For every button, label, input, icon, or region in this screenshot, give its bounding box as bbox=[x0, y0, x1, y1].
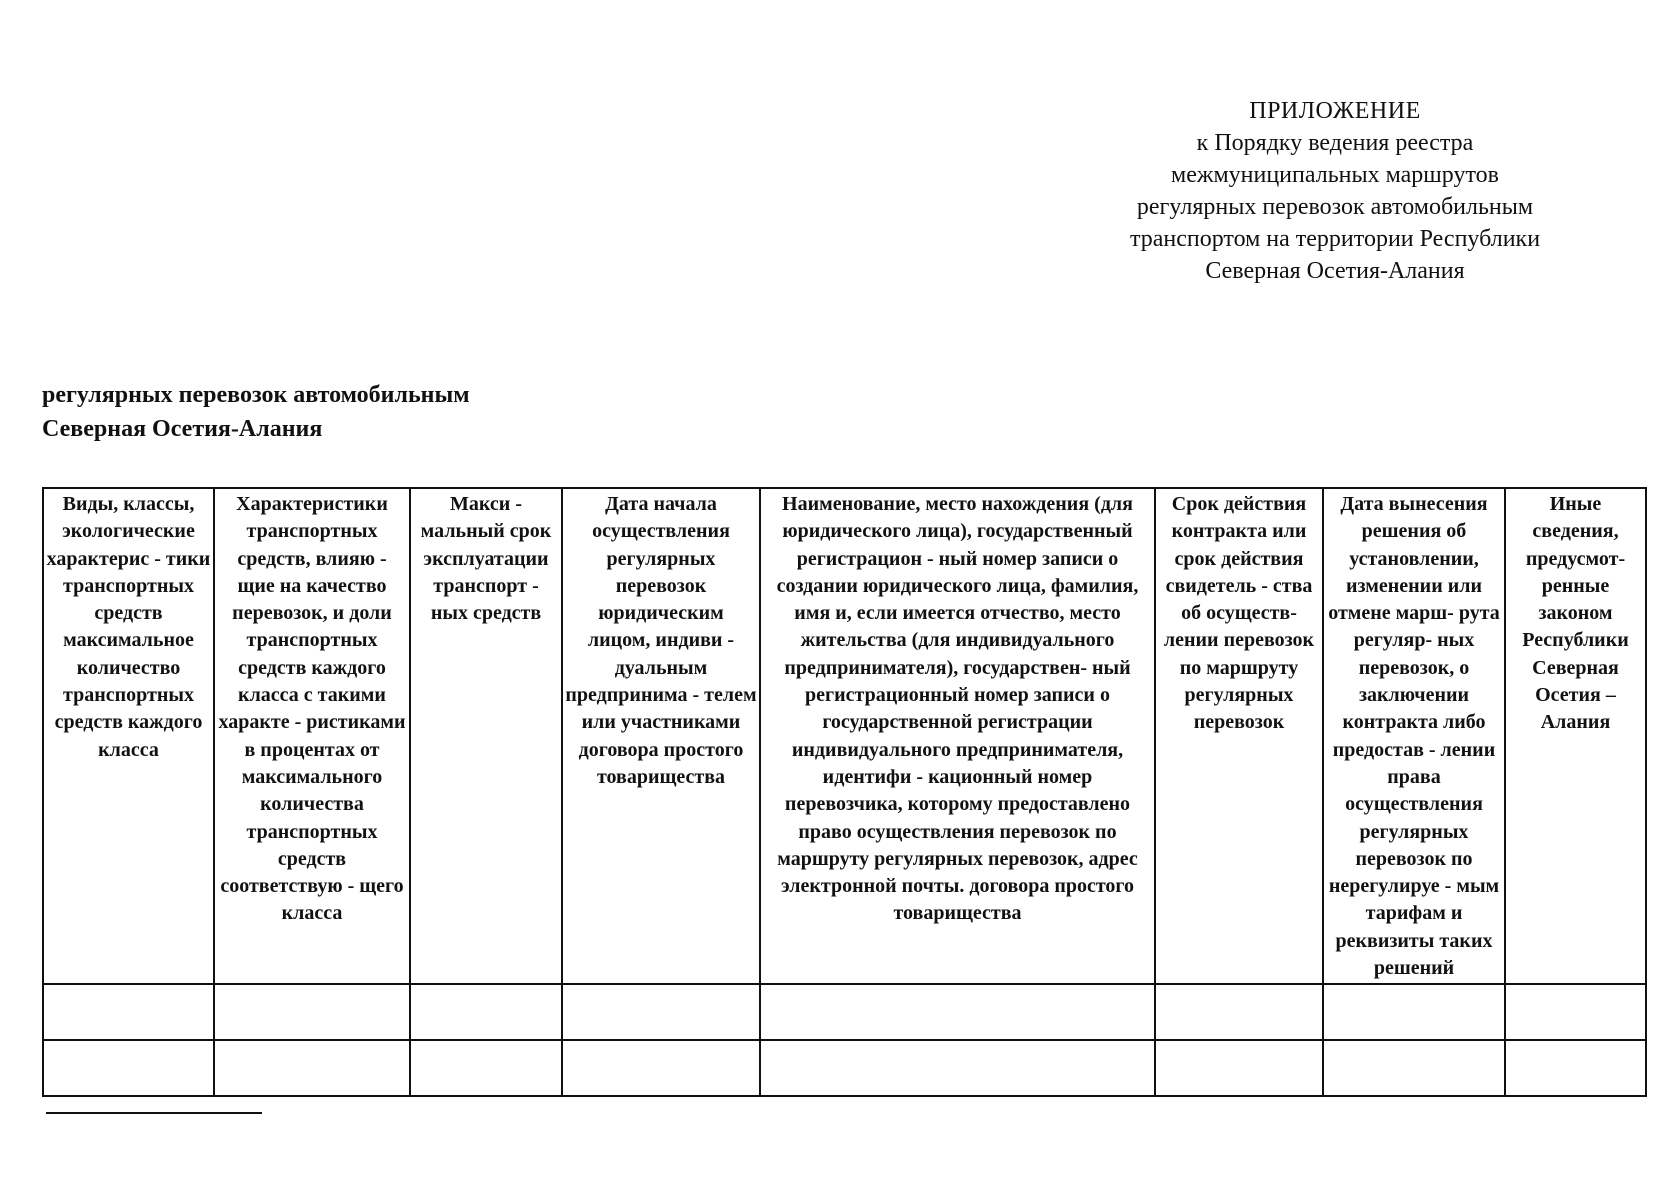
appendix-line-4: транспортом на территории Республики bbox=[1129, 226, 1541, 252]
appendix-line-2: межмуниципальных маршрутов bbox=[1171, 162, 1499, 188]
header-vehicle-types: Виды, классы, экологические характерис - тики транспортных средств максимальное количество транспортных средств каждого класса bbox=[43, 488, 214, 984]
table-cell bbox=[1323, 1040, 1505, 1096]
appendix-block bbox=[1045, 95, 1625, 287]
table-row bbox=[43, 984, 1646, 1040]
table-cell bbox=[1505, 984, 1646, 1040]
header-vehicle-characteristics: Характеристики транспортных средств, влияю - щие на качество перевозок, и доли транспортных средств каждого класса с такими характе - ристиками в процентах от максимального количества транспортных средств соответствую - щего класса bbox=[214, 488, 410, 984]
table-cell bbox=[1505, 1040, 1646, 1096]
table-cell bbox=[43, 1040, 214, 1096]
table-cell bbox=[760, 1040, 1155, 1096]
table-cell bbox=[562, 984, 760, 1040]
heading-line-1: регулярных перевозок автомобильным bbox=[42, 382, 470, 408]
footnote-divider bbox=[46, 1112, 262, 1114]
table-cell bbox=[1323, 984, 1505, 1040]
header-start-date: Дата начала осуществления регулярных перевозок юридическим лицом, индиви - дуальным предпринима - телем или участниками договора простого товарищества bbox=[562, 488, 760, 984]
section-heading bbox=[42, 378, 470, 446]
table-cell bbox=[214, 984, 410, 1040]
header-other-info: Иные сведения, предусмот- ренные законом Республики Северная Осетия – Алания bbox=[1505, 488, 1646, 984]
header-row bbox=[43, 488, 1646, 984]
heading-line-2: Северная Осетия-Алания bbox=[42, 416, 323, 442]
header-carrier-info: Наименование, место нахождения (для юридического лица), государственный регистрацион - ный номер записи о создании юридического лица, фамилия, имя и, если имеется отчество, место жительства (для индивидуального предпринимателя), государствен- ный регистрационный номер записи о государственной регистрации индивидуального предпринимателя, идентифи - кационный номер перевозчика, которому предоставлено право осуществления перевозок по маршруту регулярных перевозок, адрес электронной почты. договора простого товарищества bbox=[760, 488, 1155, 984]
appendix-title: ПРИЛОЖЕНИЕ bbox=[1249, 98, 1421, 124]
table-row bbox=[43, 1040, 1646, 1096]
header-contract-term: Срок действия контракта или срок действия свидетель - ства об осуществ- лении перевозок по маршруту регулярных перевозок bbox=[1155, 488, 1323, 984]
appendix-line-3: регулярных перевозок автомобильным bbox=[1136, 194, 1534, 220]
table-cell bbox=[760, 984, 1155, 1040]
table-cell bbox=[1155, 1040, 1323, 1096]
table-cell bbox=[410, 1040, 562, 1096]
appendix-line-1: к Порядку ведения реестра bbox=[1196, 130, 1474, 156]
header-max-service-life: Макси - мальный срок эксплуатации транспорт - ных средств bbox=[410, 488, 562, 984]
appendix-line-5: Северная Осетия-Алания bbox=[1205, 258, 1465, 284]
table-cell bbox=[562, 1040, 760, 1096]
table-cell bbox=[410, 984, 562, 1040]
table-cell bbox=[1155, 984, 1323, 1040]
table-cell bbox=[214, 1040, 410, 1096]
table-cell bbox=[43, 984, 214, 1040]
registry-table bbox=[42, 487, 1647, 1097]
header-decision-date: Дата вынесения решения об установлении, изменении или отмене марш- рута регуляр- ных перевозок, о заключении контракта либо предостав - лении права осуществления регулярных перевозок по нерегулируе - мым тарифам и реквизиты таких решений bbox=[1323, 488, 1505, 984]
